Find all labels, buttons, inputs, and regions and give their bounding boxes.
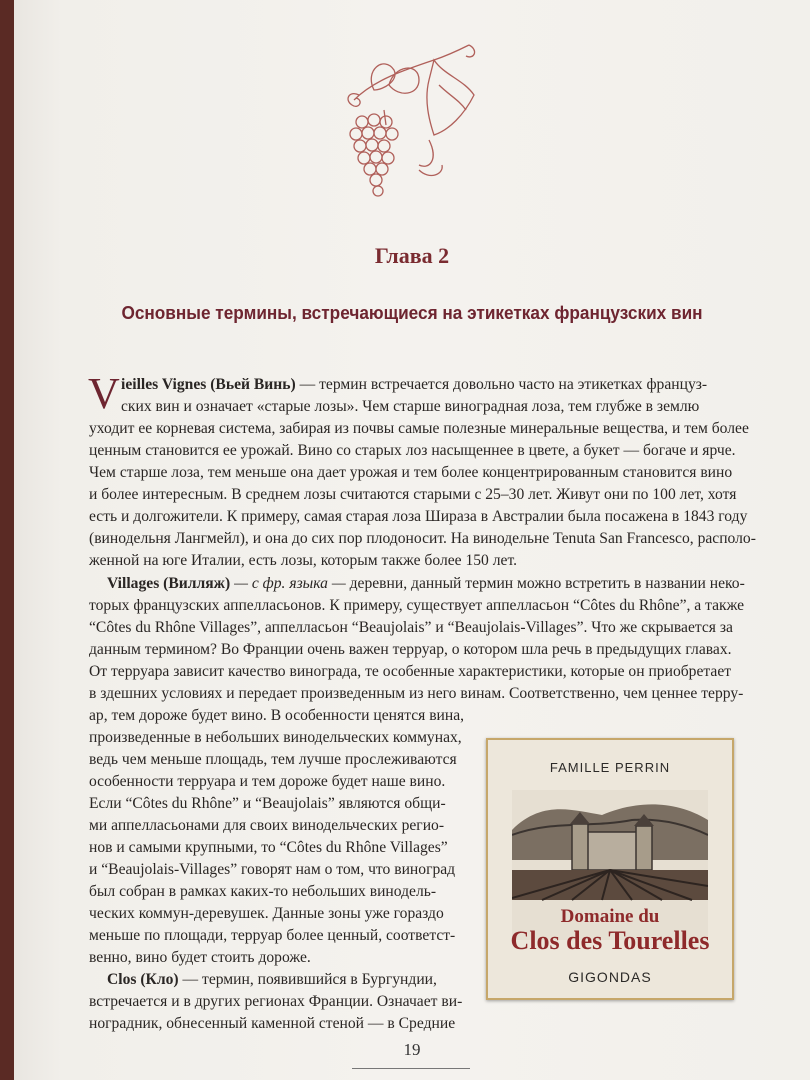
paragraph-line: женной на юге Италии, есть лозы, которым также более 150 лет.: [89, 552, 517, 569]
term-villages: Villages (Вилляж): [107, 575, 231, 592]
paragraph-line: ieilles Vignes (Вьей Винь) — термин встречается довольно часто на этикетках француз-: [121, 376, 708, 393]
paragraph-line: торых французских аппелласьонов. К примеру, существует аппелласьон “Côtes du Rhône”, а также: [89, 597, 745, 614]
paragraph-line: есть и долгожители. К примеру, самая старая лоза Шираза в Австралии была посажена в 1843 году: [89, 508, 748, 525]
paragraph-line: ноградник, обнесенный каменной стеной — в Средние: [89, 1015, 456, 1032]
wine-label-image: [486, 738, 734, 1000]
paragraph-line: произведенные в небольших винодельческих коммунах,: [89, 729, 462, 746]
paragraph-line: (винодельня Лангмейл), и она до сих пор плодоносит. На винодельне Tenuta San Francesco, располо-: [89, 530, 756, 547]
paragraph-line: ских вин и означает «старые лозы». Чем старше виноградная лоза, тем глубже в землю: [121, 398, 700, 415]
paragraph-line: ческих коммун-деревушек. Данные зоны уже гораздо: [89, 905, 444, 922]
paragraph-line: Villages (Вилляж) — с фр. языка — деревни, данный термин можно встретить в названии неко-: [107, 575, 745, 592]
label-family: FAMILLE PERRIN: [549, 760, 671, 775]
paragraph-line: нов и самыми крупными, то “Côtes du Rhône Villages”: [89, 839, 448, 856]
book-page: [14, 0, 810, 1080]
page-number: 19: [403, 1040, 421, 1059]
paragraph-line: Clos (Кло) — термин, появившийся в Бургундии,: [107, 971, 437, 988]
label-domaine: Domaine du: [560, 906, 660, 927]
label-appellation: GIGONDAS: [568, 969, 652, 985]
drop-cap: V: [88, 369, 120, 418]
paragraph-line: ведь чем меньше площадь, тем лучше прослеживаются: [89, 751, 457, 768]
paragraph-line: встречается и в других регионах Франции. Означает ви-: [89, 993, 463, 1010]
chapter-title: Глава 2: [374, 243, 450, 268]
label-wine-name: Clos des Tourelles: [510, 926, 710, 955]
grape-vine-ornament-icon: [334, 40, 484, 210]
paragraph-line: меньше по площади, терруар более ценный, соответст-: [89, 927, 456, 944]
paragraph-line: От терруара зависит качество винограда, те особенные характеристики, которые он приобретает: [89, 663, 732, 680]
paragraph-line: был собран в рамках каких-то небольших винодель-: [89, 883, 437, 900]
paragraph-line: ценным становится ее урожай. Вино со старых лоз насыщеннее в цвете, а букет — богаче и ярче.: [89, 442, 736, 459]
paragraph-line: и “Beaujolais-Villages” говорят нам о том, что виноград: [89, 861, 456, 878]
paragraph-line: и более интересным. В среднем лозы считаются старыми с 25–30 лет. Живут они по 100 лет, хотя: [89, 486, 737, 503]
paragraph-line: “Côtes du Rhône Villages”, аппелласьон “Beaujolais” и “Beaujolais-Villages”. Что же скрывается за: [89, 619, 733, 636]
term-vieilles-vignes: ieilles Vignes (Вьей Винь): [121, 376, 296, 393]
paragraph-line: особенности терруара и тем дороже будет наше вино.: [89, 773, 446, 790]
term-clos: Clos (Кло): [107, 971, 179, 988]
footer-rule: [352, 1068, 470, 1069]
paragraph-line: уходит ее корневая система, забирая из почвы самые полезные минеральные вещества, и тем более: [89, 420, 749, 437]
paragraph-line: данным термином? Во Франции очень важен терруар, о котором шла речь в предыдущих главах.: [89, 641, 732, 658]
paragraph-line: ми аппелласьонами для своих винодельческих регио-: [89, 817, 445, 834]
section-heading: Основные термины, встречающиеся на этикетках французских вин: [121, 302, 703, 323]
paragraph-line: ар, тем дороже будет вино. В особенности ценятся вина,: [89, 707, 465, 724]
paragraph-line: Если “Côtes du Rhône” и “Beaujolais” являются общи-: [89, 795, 446, 812]
paragraph-line: венно, вино будет стоить дороже.: [89, 949, 311, 966]
paragraph-line: в здешних условиях и передает произведенным из него винам. Соответственно, чем ценнее терру-: [89, 685, 744, 702]
paragraph-line: Чем старше лоза, тем меньше она дает урожая и тем более концентрированным становится вино: [89, 464, 733, 481]
